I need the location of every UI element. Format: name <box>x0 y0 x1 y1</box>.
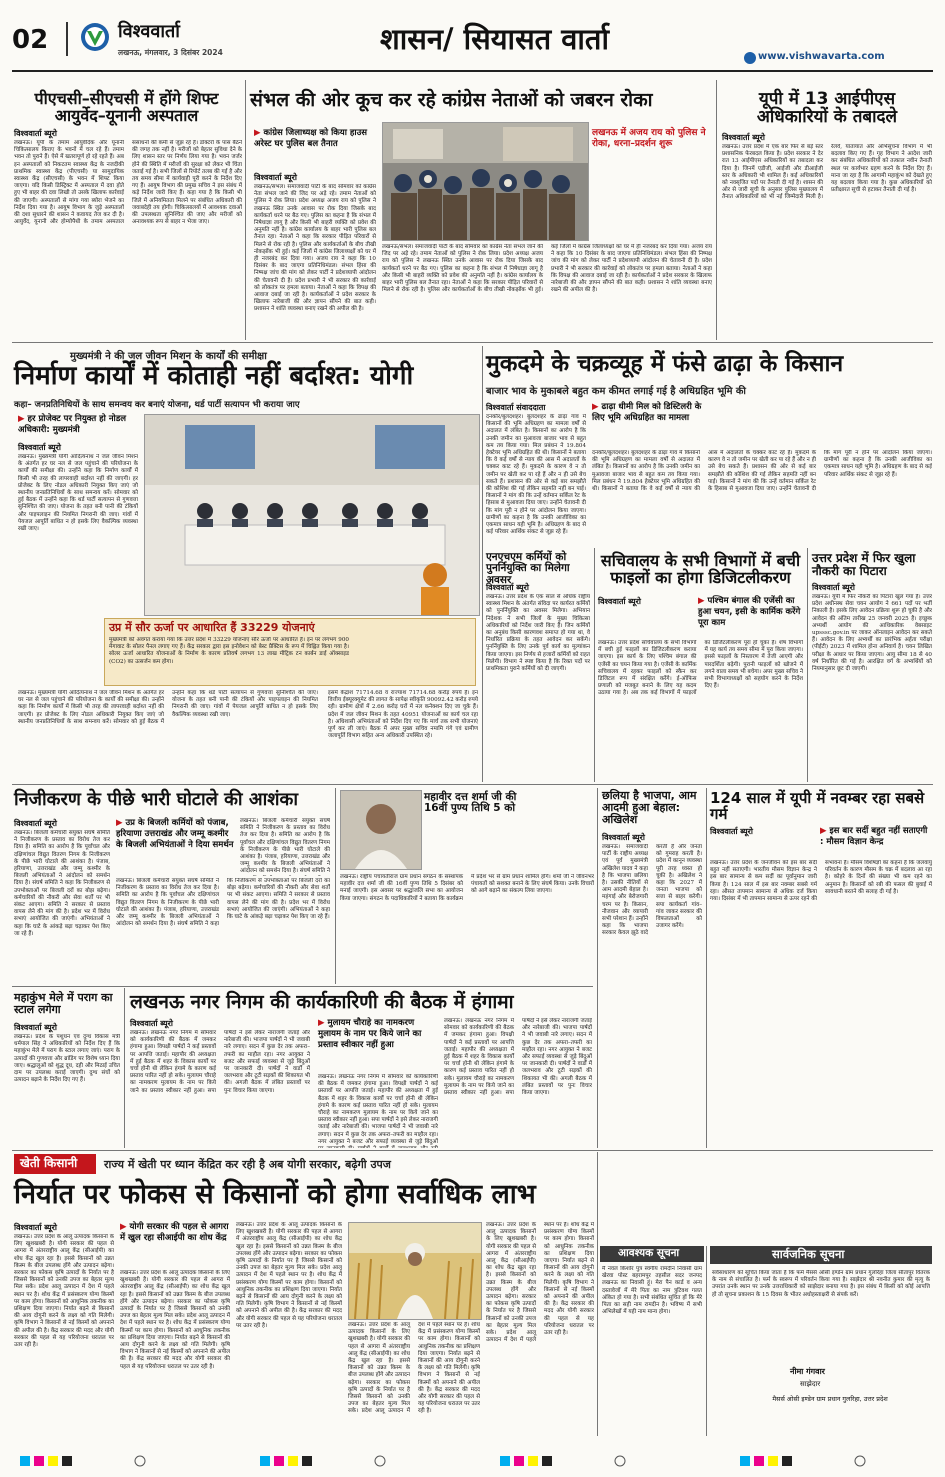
page-number: 02 <box>12 25 49 55</box>
a4-solar-text: मुख्यमंत्री को अवगत कराया गया कि उत्तर प्रदेश में 33229 योजनाएं सौर ऊर्जा पर आधारित हैं। इन पर लगभग 900 मेगावाट के सोलर पैनल लगाए गए हैं। केंद्र सरकार द्वारा इस इनोवेशन को बेस्ट प्रैक्टिस के रूप में चिह्नित किया गया है। सोलर ऊर्जा आधारित योजनाओं के निर्माण के कारण प्रतिवर्ष लगभग 13 लाख मीट्रिक टन कार्बन डाई ऑक्साइड (CO2) का उत्सर्जन कम होगा। <box>109 637 349 665</box>
a17-sign-name: नीमा गंगवार <box>790 1367 825 1376</box>
a11-headline: महाकुंभ मेले में पराग का स्टाल लगेगा <box>14 991 113 1016</box>
a14-body: लखनऊ। उत्तर प्रदेश के जनजीवन को इस बार सर्दी बहुत नहीं सताएगी। भारतीय मौसम विज्ञान केन्द्र ने इस बार सामान्य से कम सर्दी का पूर्वानुमान जारी किया है। 124 साल में इस बार नवम्बर सबसे गर्म रहा। औसत तापमान सामान्य से अधिक दर्ज किया गया। दिसंबर में भी तापमान सामान्य से ऊपर रहने की संभावना है। मौसम विशेषज्ञों का कहना है कि जलवायु परिवर्तन के कारण मौसम के चक्र में बदलाव आ रहा है। कोहरे के दिनों की संख्या भी कम रहने का अनुमान है। किसानों को रबी की फसल की बुवाई में सावधानी बरतने की सलाह दी गई है। <box>710 860 932 903</box>
a17-header-bar <box>710 1246 932 1264</box>
a5-body-rest: दनकौर/बुलंदशहर। बुलंदशहर के ढाढ़ा गांव में किसानों की भूमि अधिग्रहण का मामला वर्षों से अदालत में लंबित है। किसानों का आरोप है कि उनकी जमीन का मुआवजा बाजार भाव से बहुत कम तय किया गया। मिल प्रबंधन ने 19.804 हेक्टेयर भूमि अधिग्रहित की थी। किसानों ने बताया कि वे कई वर्षों से न्याय की आस में अदालतों के चक्कर काट रहे हैं। मुकदमे के कारण वे न तो जमीन पर खेती कर पा रहे हैं और न ही उसे बेच सकते हैं। प्रशासन की ओर से कई बार समझौते की कोशिश की गई लेकिन सहमति नहीं बन पाई। किसानों ने मांग की कि उन्हें वर्तमान सर्किल रेट के हिसाब से मुआवजा दिया जाए। उन्होंने चेतावनी दी कि मांग पूरी न होने पर आंदोलन किया जाएगा। ग्रामीणों का कहना है कि उनकी आजीविका का एकमात्र साधन यही भूमि है। अधिग्रहण के बाद से कई परिवार आर्थिक संकट से जूझ रहे हैं। <box>592 450 932 493</box>
a15-body-c1: लखनऊ। उत्तर प्रदेश के आलू उत्पादक किसानों के लिए खुशखबरी है। योगी सरकार की पहल से आगरा में अंतरराष्ट्रीय आलू केंद्र (सीआईपी) का शोध केंद्र खुल रहा है। इससे किसानों को उन्नत किस्म के बीज उपलब्ध होंगे और उत्पादन बढ़ेगा। सरकार का फोकस कृषि उत्पादों के निर्यात पर है जिससे किसानों को उनकी उपज का बेहतर मूल्य मिल सके। प्रदेश आलू उत्पादन में देश में पहले स्थान पर है। शोध केंद्र में प्रसंस्करण योग्य किस्मों पर काम होगा। किसानों को आधुनिक तकनीक का प्रशिक्षण दिया जाएगा। निर्यात बढ़ने से किसानों की आय दोगुनी करने के लक्ष्य को गति मिलेगी। कृषि विभाग ने किसानों से नई किस्मों को अपनाने की अपील की है। केंद्र सरकार की मदद और योगी सरकार की पहल से यह परियोजना धरातल पर उतर रही है। <box>14 1234 114 1349</box>
a16-body: मैं नवल किशोर पुत्र स्वर्गीय रामदीन निवासी ग्राम खेरवा पोस्ट बहरामपुर तहसील सदर जनपद लखनऊ का निवासी हूं। मेरा पैन कार्ड व अन्य दस्तावेजों में मेरे पिता का नाम त्रुटिवश गलत अंकित हो गया है। सभी संबंधित सूचित हों कि मेरे पिता का सही नाम रामदीन है। भविष्य में सभी अभिलेखों में यही नाम मान्य होगा। <box>602 1266 702 1316</box>
col-rule-1 <box>245 80 246 340</box>
a6-headline: एनएचएम कर्मियों को पुनर्नियुक्ति का मिलेगा अवसर <box>486 551 570 586</box>
a17-sign-role: साझेदार <box>800 1380 821 1388</box>
a9-headline: निजीकरण के पीछे भारी घोटाले की आशंका <box>14 789 298 810</box>
print-registration-strip <box>0 1448 945 1473</box>
a2-photo-police-protest <box>382 122 589 241</box>
a15-kicker: राज्य में खेती पर ध्यान केंद्रित कर रही है अब योगी सरकार, बढ़ेगी उपज <box>104 1158 391 1171</box>
row-rule-4 <box>12 1150 933 1151</box>
masthead <box>0 0 945 70</box>
col-rule-10 <box>597 1152 598 1436</box>
a9-callout: ▶ उप्र के बिजली कर्मियों को पंजाब, हरियाणा उत्तराखंड और जम्मू कश्मीर के बिजली अभियंताओं ने दिया समर्थन <box>116 818 234 851</box>
a2-byline: विश्ववार्ता ब्यूरो <box>254 173 297 182</box>
a13-headline: छलिया है भाजपा, आम आदमी हुआ बेहाल: अखिलेश <box>602 789 697 826</box>
a6-body: लखनऊ। उत्तर प्रदेश के एक साल से अधिक राष्ट्रीय स्वास्थ्य मिशन के अंतर्गत संविदा पर कार्यरत कर्मियों को पुनर्नियुक्ति का अवसर मिलेगा। अभियान निदेशक ने सभी जिलों के मुख्य चिकित्सा अधिकारियों को निर्देश जारी किए हैं। जिन कर्मियों का अनुबंध किसी कारणवश समाप्त हो गया था, वे निर्धारित प्रक्रिया के तहत आवेदन कर सकेंगे। पुनर्नियुक्ति के लिए उनके पूर्व कार्य का मूल्यांकन किया जाएगा। इस निर्णय से हजारों कर्मियों को राहत मिलेगी। विभाग ने स्पष्ट किया है कि रिक्त पदों पर प्राथमिकता पुराने कर्मियों को दी जाएगी। <box>486 594 590 673</box>
a7-body: लखनऊ। उत्तर प्रदेश सचिवालय के सभी विभागों में बची हुई फाइलों का डिजिटलीकरण कराया जाएगा। इस कार्य के लिए पश्चिम बंगाल की एजेंसी का चयन किया गया है। एजेंसी के कार्मिक सचिवालय में रहकर फाइलों को स्कैन कर डिजिटल रूप में संरक्षित करेंगे। ई-ऑफिस प्रणाली को मजबूत बनाने के लिए यह कदम उठाया गया है। अब तक कई विभागों में फाइलों का डिजिटलीकरण पूरा हो चुका है। शेष विभागों में यह कार्य तय समय सीमा में पूरा किया जाएगा। इससे फाइलों के निस्तारण में तेजी आएगी और पारदर्शिता बढ़ेगी। पुरानी फाइलों को खोजने में लगने वाला समय भी बचेगा। अपर मुख्य सचिव ने सभी विभागाध्यक्षों को सहयोग करने के निर्देश दिए हैं। <box>598 640 803 697</box>
a4-body-right: इसमें केंद्रांश 71714.68 व राज्यांश 71714.68 करोड़ रुपये है। इन वित्तीय ईक्यूरक्यूमेट की लागत के सापेक्ष स्वीकृति 90092.42 करोड़ रुपये रही। ग्रामीण क्षेत्रों में 2.66 करोड़ घरों में नल कनेक्शन दिए जा चुके हैं। प्रदेश में जल जीवन मिशन के तहत 40951 योजनाओं का कार्य चल रहा है। अधिशासी अभियंताओं को निर्देश दिए गए कि मार्च तक सभी योजनाएं पूर्ण कर ली जाएं। बैठक में अपर मुख्य सचिव नमामि गंगे एवं ग्रामीण जलापूर्ति विभाग सहित अन्य अधिकारी उपस्थित रहे। <box>328 690 478 740</box>
a2-body-bottom: लखनऊ/संभल। समाजवादी पार्टी के बाद सोमवार को कांग्रेस नेता संभल जाने की जिद पर अड़े रहे। तमाम नेताओं को पुलिस ने रोक लिया। प्रदेश अध्यक्ष अजय राय को पुलिस ने लखनऊ स्थित उनके आवास पर रोक दिया जिसके बाद कार्यकर्ता धरने पर बैठ गए। पुलिस का कहना है कि संभल में निषेधाज्ञा लागू है और किसी भी बाहरी व्यक्ति को प्रवेश की अनुमति नहीं है। कांग्रेस कार्यालय के बाहर भारी पुलिस बल तैनात रहा। नेताओं ने कहा कि सरकार पीड़ित परिवारों से मिलने से रोक रही है। पुलिस और कार्यकर्ताओं के बीच तीखी नोकझोंक भी हुई। कई जिलों में कांग्रेस जिलाध्यक्षों को घर में ही नजरबंद कर दिया गया। अजय राय ने कहा कि 10 दिसंबर के बाद जाएगा प्रतिनिधिमंडल। संभल हिंसा की निष्पक्ष जांच की मांग को लेकर पार्टी ने प्रदेशव्यापी आंदोलन की चेतावनी दी है। प्रदेश प्रभारी ने भी सरकार की कार्रवाई को लोकतंत्र पर हमला बताया। नेताओं ने कहा कि विपक्ष की आवाज दबाई जा रही है। कार्यकर्ताओं ने प्रदेश सरकार के खिलाफ नारेबाजी की और ज्ञापन सौंपने की बात कही। प्रशासन ने शांति व्यवस्था बनाए रखने की अपील की है। <box>382 244 712 294</box>
brand-name: विश्ववार्ता <box>118 21 180 42</box>
a3-byline: विश्ववार्ता ब्यूरो <box>722 133 765 142</box>
a1-byline: विश्ववार्ता ब्यूरो <box>14 129 57 138</box>
website-globe-icon <box>744 52 756 64</box>
col-rule-9 <box>706 788 707 1148</box>
a13-body: लखनऊ। समाजवादी पार्टी के राष्ट्रीय अध्यक्ष एवं पूर्व मुख्यमंत्री अखिलेश यादव ने कहा है कि भाजपा छलिया है। उसकी नीतियों से आम आदमी बेहाल है। महंगाई और बेरोजगारी चरम पर है। किसान, नौजवान और व्यापारी सभी परेशान हैं। उन्होंने कहा कि भाजपा सरकार केवल झूठे वादे करती है और जनता को गुमराह करती है। प्रदेश में कानून व्यवस्था पूरी तरह ध्वस्त हो चुकी है। अखिलेश ने कहा कि 2027 में जनता भाजपा को सत्ता से बाहर करेगी। सपा कार्यकर्ता गांव–गांव जाकर सरकार की विफलताओं को उजागर करेंगे। <box>602 844 702 937</box>
col-rule-2 <box>716 80 717 340</box>
a4-body-left: लखनऊ। मुख्यमंत्री योगी आदित्यनाथ ने जल जीवन मिशन के अंतर्गत हर घर नल से जल पहुंचाने की परियोजना के कार्यों की समीक्षा की। उन्होंने कहा कि निर्माण कार्यों में किसी भी तरह की लापरवाही बर्दाश्त नहीं की जाएगी। हर प्रोजेक्ट के लिए नोडल अधिकारी नियुक्त किए जाएं जो स्थानीय जनप्रतिनिधियों के साथ समन्वय करें। सोमवार को हुई बैठक में उन्होंने कहा कि थर्ड पार्टी सत्यापन से गुणवत्ता सुनिश्चित की जाए। योजना के तहत बनी पानी की टंकियों और पाइपलाइन की नियमित निगरानी की जाए। गांवों में पेयजल आपूर्ति बाधित न हो इसके लिए वैकल्पिक व्यवस्था रखी जाए। <box>18 454 138 533</box>
a4-photo-cm-meeting <box>144 414 480 616</box>
a14-headline: 124 साल में यूपी में नवम्बर रहा सबसे गर्म <box>710 789 925 824</box>
dateline: लखनऊ, मंगलवार, 3 दिसंबर 2024 <box>118 48 223 57</box>
a17-sign-firm: मैसर्स ओसी इण्डेन ग्राम प्रधान गुलरिहा, उत्तर प्रदेश <box>772 1395 888 1403</box>
col-rule-3 <box>482 346 483 782</box>
page-number-divider <box>66 22 68 56</box>
row-rule-1 <box>12 342 933 343</box>
a12-callout: ▶ मुलायम चौराहे का नामकरण मुलायम के नाम पर किये जाने का प्रस्ताव स्वीकार नहीं हुआ <box>318 1018 438 1051</box>
a10-body: लखनऊ। राष्ट्रीय पंचायतीराज ग्राम प्रधान संगठन के संस्थापक महावीर दत्त शर्मा जी की 16वीं पुण्य तिथि 5 दिसंबर को मनाई जाएगी। इस अवसर पर श्रद्धांजलि सभा का आयोजन किया जाएगा। संगठन के पदाधिकारियों ने बताया कि कार्यक्रम में प्रदेश भर से ग्राम प्रधान शामिल होंगे। शर्मा जी ने जीवनभर पंचायतों को सशक्त बनाने के लिए संघर्ष किया। उनके विचारों को आगे बढ़ाने का संकल्प लिया जाएगा। <box>340 874 594 902</box>
a4-kicker: मुख्यमंत्री ने की जल जीवन मिशन के कार्यों की समीक्षा <box>70 351 267 362</box>
a4-headline: निर्माण कार्यों में कोताही नहीं बर्दाश्त: योगी <box>14 361 414 391</box>
a2-body-left: लखनऊ/संभल। समाजवादी पार्टी के बाद सोमवार को कांग्रेस नेता संभल जाने की जिद पर अड़े रहे। तमाम नेताओं को पुलिस ने रोक लिया। प्रदेश अध्यक्ष अजय राय को पुलिस ने लखनऊ स्थित उनके आवास पर रोक दिया जिसके बाद कार्यकर्ता धरने पर बैठ गए। पुलिस का कहना है कि संभल में निषेधाज्ञा लागू है और किसी भी बाहरी व्यक्ति को प्रवेश की अनुमति नहीं है। कांग्रेस कार्यालय के बाहर भारी पुलिस बल तैनात रहा। नेताओं ने कहा कि सरकार पीड़ित परिवारों से मिलने से रोक रही है। पुलिस और कार्यकर्ताओं के बीच तीखी नोकझोंक भी हुई। कई जिलों में कांग्रेस जिलाध्यक्षों को घर में ही नजरबंद कर दिया गया। अजय राय ने कहा कि 10 दिसंबर के बाद जाएगा प्रतिनिधिमंडल। संभल हिंसा की निष्पक्ष जांच की मांग को लेकर पार्टी ने प्रदेशव्यापी आंदोलन की चेतावनी दी है। प्रदेश प्रभारी ने भी सरकार की कार्रवाई को लोकतंत्र पर हमला बताया। नेताओं ने कहा कि विपक्ष की आवाज दबाई जा रही है। कार्यकर्ताओं ने प्रदेश सरकार के खिलाफ नारेबाजी की और ज्ञापन सौंपने की बात कही। प्रशासन ने शांति व्यवस्था बनाए रखने की अपील की है। <box>254 184 376 313</box>
a12-body-mid: लखनऊ। लखनऊ नगर निगम में सोमवार को कार्यकारिणी की बैठक में जमकर हंगामा हुआ। विपक्षी पार्षदों ने कई प्रस्तावों पर आपत्ति जताई। महापौर की अध्यक्षता में हुई बैठक में शहर के विकास कार्यों पर चर्चा होनी थी लेकिन हंगामे के कारण कई प्रस्ताव पारित नहीं हो सके। मुलायम चौराहे का नामकरण मुलायम के नाम पर किये जाने का प्रस्ताव स्वीकार नहीं हुआ। सपा पार्षदों ने इसे लेकर नाराजगी जताई और नारेबाजी की। भाजपा पार्षदों ने भी जवाबी नारे लगाए। सदन में कुछ देर तक अफरा–तफरी का माहौल रहा। नगर आयुक्त ने बजट और सफाई व्यवस्था से जुड़े बिंदुओं <box>318 1074 438 1145</box>
a12-headline: लखनऊ नगर निगम की कार्यकारिणी की बैठक में हंगामा <box>130 991 514 1013</box>
a9-body-c3: लखनऊ। बिजली कर्मचारी संयुक्त संघर्ष समिति ने निजीकरण के प्रस्ताव का विरोध तेज कर दिया है। समिति का आरोप है कि पूर्वांचल और दक्षिणांचल विद्युत वितरण निगम के निजीकरण के पीछे भारी घोटाले की आशंका है। पंजाब, हरियाणा, उत्तराखंड और जम्मू कश्मीर के बिजली अभियंताओं ने आंदोलन को समर्थन दिया है। संघर्ष समिति ने <box>240 818 330 875</box>
a15-byline: विश्ववार्ता ब्यूरो <box>14 1223 57 1232</box>
a9-body-c1: लखनऊ। बिजली कर्मचारी संयुक्त संघर्ष समिति ने निजीकरण के प्रस्ताव का विरोध तेज कर दिया है। समिति का आरोप है कि पूर्वांचल और दक्षिणांचल विद्युत वितरण निगम के निजीकरण के पीछे भारी घोटाले की आशंका है। पंजाब, हरियाणा, उत्तराखंड और जम्मू कश्मीर के बिजली अभियंताओं ने आंदोलन को समर्थन दिया है। संघर्ष समिति ने कहा कि निजीकरण से उपभोक्ताओं पर बिजली दरों का बोझ बढ़ेगा। कर्मचारियों की नौकरी और सेवा शर्तों पर भी संकट आएगा। समिति ने सरकार से प्रस्ताव वापस लेने की मांग की है। प्रदेश भर में विरोध सभाएं आयोजित की जाएंगी। अभियंताओं ने कहा कि घाटे के आंकड़े बढ़ा चढ़ाकर पेश किए जा रहे हैं। <box>14 830 110 937</box>
a6-byline: विश्ववार्ता ब्यूरो <box>486 583 529 592</box>
a15-photo-farmer-wheat <box>348 1222 482 1320</box>
a7-callout: ▶ पश्चिम बंगाल की एजेंसी का हुआ चयन, इसी के कार्मिक करेंगे पूरा काम <box>698 596 804 629</box>
a15-body-c3: लखनऊ। उत्तर प्रदेश के आलू उत्पादक किसानों के लिए खुशखबरी है। योगी सरकार की पहल से आगरा में अंतरराष्ट्रीय आलू केंद्र (सीआईपी) का शोध केंद्र खुल रहा है। इससे किसानों को उन्नत किस्म के बीज उपलब्ध होंगे और उत्पादन बढ़ेगा। सरकार का फोकस कृषि उत्पादों के निर्यात पर है जिससे किसानों को उनकी उपज का बेहतर मूल्य मिल सके। प्रदेश आलू उत्पादन में देश में पहले स्थान पर है। शोध केंद्र में प्रसंस्करण योग्य किस्मों पर काम होगा। किसानों को आधुनिक तकनीक का प्रशिक्षण दिया जाएगा। निर्यात बढ़ने से किसानों की आय दोगुनी करने के लक्ष्य को गति मिलेगी। कृषि विभाग ने किसानों से नई किस्मों को अपनाने की अपील की है। केंद्र सरकार की मदद और योगी सरकार की पहल से यह परियोजना धरातल पर उतर रही है। <box>236 1222 342 1329</box>
a11-byline: विश्ववार्ता ब्यूरो <box>14 1023 57 1032</box>
col-rule-11 <box>706 1246 707 1436</box>
col-rule-4 <box>594 548 595 782</box>
a12-body-right: लखनऊ। लखनऊ नगर निगम में सोमवार को कार्यकारिणी की बैठक में जमकर हंगामा हुआ। विपक्षी पार्षदों ने कई प्रस्तावों पर आपत्ति जताई। महापौर की अध्यक्षता में हुई बैठक में शहर के विकास कार्यों पर चर्चा होनी थी लेकिन हंगामे के कारण कई प्रस्ताव पारित नहीं हो सके। मुलायम चौराहे का नामकरण मुलायम के नाम पर किये जाने का प्रस्ताव स्वीकार नहीं हुआ। सपा पार्षदों ने इसे लेकर नाराजगी जताई और नारेबाजी की। भाजपा पार्षदों ने भी जवाबी नारे लगाए। सदन में कुछ देर तक अफरा–तफरी का माहौल रहा। नगर आयुक्त ने बजट और सफाई व्यवस्था से जुड़े बिंदुओं पर जानकारी दी। पार्षदों ने वार्डों में जलभराव और टूटी सड़कों की शिकायत भी की। अगली बैठक में लंबित प्रस्तावों पर पुनः विचार किया जाएगा। <box>444 1018 592 1097</box>
a16-headline: आवश्यक सूचना <box>618 1247 680 1259</box>
website[interactable]: www.vishwavarta.com <box>758 51 885 62</box>
a5-callout: ▶ ढाढ़ा धीमी मिल को डिस्टिलरी के लिए भूमि अधिग्रहित का मामला <box>592 402 704 424</box>
a11-body: लखनऊ। प्रदेश के पशुधन एवं दुग्ध विकास मंत्री धर्मपाल सिंह ने अधिकारियों को निर्देश दिए हैं कि महाकुंभ मेले में पराग के स्टाल लगाए जाएं। पराग के उत्पादों की गुणवत्ता और ब्रांडिंग पर विशेष ध्यान दिया जाए। श्रद्धालुओं को शुद्ध दूध, दही और मिठाई उचित दाम पर उपलब्ध कराई जाएगी। दुग्ध संघों को उत्पादन बढ़ाने के निर्देश दिए गए हैं। <box>14 1034 120 1084</box>
a12-byline: विश्ववार्ता ब्यूरो <box>130 1019 173 1028</box>
a3-body: लखनऊ। उत्तर प्रदेश में एक बार फिर से बड़े स्तर प्रशासनिक फेरबदल किया है। प्रदेश सरकार ने देर रात 13 आईपीएस अधिकारियों का तबादला कर दिया है। जिनमें एडीजी, आईजी और डीआईजी स्तर के अधिकारी भी शामिल हैं। कई अधिकारियों को नवसृजित पदों पर तैनाती दी गई है। शासन की ओर से जारी सूची के अनुसार पुलिस मुख्यालय में तैनात अधिकारियों को भी नई जिम्मेदारी मिली है। रेलवे, यातायात और अभिसूचना विभाग में भी बदलाव किए गए हैं। गृह विभाग ने आदेश जारी कर संबंधित अधिकारियों को तत्काल नवीन तैनाती स्थल पर कार्यभार ग्रहण करने के निर्देश दिए हैं। माना जा रहा है कि आगामी महाकुंभ को देखते हुए यह बदलाव किया गया है। कुछ अधिकारियों को प्रतीक्षारत सूची से हटाकर तैनाती दी गई है। <box>722 144 932 201</box>
row-rule-2 <box>12 784 933 785</box>
col-rule-8 <box>597 788 598 1148</box>
col-rule-7 <box>124 988 125 1148</box>
a5-deck: बाजार भाव के मुकाबले बहुत कम कीमत लगाई गई है अधिग्रहित भूमि की <box>486 386 746 397</box>
a4-solar-headline: उप्र में सौर ऊर्जा पर आधारित हैं 33229 योजनाएं <box>109 621 315 634</box>
a10-headline: महावीर दत्त शर्मा जी की 16वीं पुण्य तिथि 5 को <box>424 791 517 815</box>
a4-solar-box <box>104 618 476 686</box>
a4-body-bottom: लखनऊ। मुख्यमंत्री योगी आदित्यनाथ ने जल जीवन मिशन के अंतर्गत हर घर नल से जल पहुंचाने की परियोजना के कार्यों की समीक्षा की। उन्होंने कहा कि निर्माण कार्यों में किसी भी तरह की लापरवाही बर्दाश्त नहीं की जाएगी। हर प्रोजेक्ट के लिए नोडल अधिकारी नियुक्त किए जाएं जो स्थानीय जनप्रतिनिधियों के साथ समन्वय करें। सोमवार को हुई बैठक में उन्होंने कहा कि थर्ड पार्टी सत्यापन से गुणवत्ता सुनिश्चित की जाए। योजना के तहत बनी पानी की टंकियों और पाइपलाइन की नियमित निगरानी की जाए। गांवों में पेयजल आपूर्ति बाधित न हो इसके लिए वैकल्पिक व्यवस्था रखी जाए। <box>18 690 318 725</box>
col-rule-6 <box>335 788 336 984</box>
section-title: शासन/ सियासत वार्ता <box>380 22 609 56</box>
a2-callout: ▶ कांग्रेस जिलाध्यक्ष को किया हाउस अरेस्ट घर पुलिस बल तैनात <box>254 128 374 150</box>
a4-deck: कहा– जनप्रतिनिधियों के साथ समन्वय कर बनाएं योजना, थर्ड पार्टी सत्यापन भी कराया जाए <box>14 400 300 410</box>
a4-byline: विश्ववार्ता ब्यूरो <box>18 443 61 452</box>
a15-body-right: लखनऊ। उत्तर प्रदेश के आलू उत्पादक किसानों के लिए खुशखबरी है। योगी सरकार की पहल से आगरा में अंतरराष्ट्रीय आलू केंद्र (सीआईपी) का शोध केंद्र खुल रहा है। इससे किसानों को उन्नत किस्म के बीज उपलब्ध होंगे और उत्पादन बढ़ेगा। सरकार का फोकस कृषि उत्पादों के निर्यात पर है जिससे किसानों को उनकी उपज का बेहतर मूल्य मिल सके। प्रदेश आलू उत्पादन में देश में पहले स्थान पर है। शोध केंद्र में प्रसंस्करण योग्य किस्मों पर काम होगा। किसानों को आधुनिक तकनीक का प्रशिक्षण दिया जाएगा। निर्यात बढ़ने से किसानों की आय दोगुनी करने के लक्ष्य को गति मिलेगी। कृषि विभाग ने किसानों से नई किस्मों को अपनाने की अपील की है। केंद्र सरकार की मदद और योगी सरकार की पहल से यह परियोजना धरातल पर उतर रही है। <box>486 1222 594 1344</box>
a2-headline: संभल की ओर कूच कर रहे कांग्रेस नेताओं को जबरन रोका <box>250 89 653 111</box>
brand-logo-icon <box>80 22 110 52</box>
a5-byline: विश्ववार्ता संवाददाता <box>486 403 546 412</box>
a12-body-left: लखनऊ। लखनऊ नगर निगम में सोमवार को कार्यकारिणी की बैठक में जमकर हंगामा हुआ। विपक्षी पार्षदों ने कई प्रस्तावों पर आपत्ति जताई। महापौर की अध्यक्षता में हुई बैठक में शहर के विकास कार्यों पर चर्चा होनी थी लेकिन हंगामे के कारण कई प्रस्ताव पारित नहीं हो सके। मुलायम चौराहे का नामकरण मुलायम के नाम पर किये जाने का प्रस्ताव स्वीकार नहीं हुआ। सपा पार्षदों ने इसे लेकर नाराजगी जताई और नारेबाजी की। भाजपा पार्षदों ने भी जवाबी नारे लगाए। सदन में कुछ देर तक अफरा–तफरी का माहौल रहा। नगर आयुक्त ने बजट और सफाई व्यवस्था से जुड़े बिंदुओं पर जानकारी दी। पार्षदों ने वार्डों में जलभराव और टूटी सड़कों की शिकायत भी की। अगली बैठक में लंबित प्रस्तावों पर पुनः विचार किया जाएगा। <box>130 1030 310 1094</box>
a8-byline: विश्ववार्ता ब्यूरो <box>812 583 855 592</box>
a15-body-under-photo: लखनऊ। उत्तर प्रदेश के आलू उत्पादक किसानों के लिए खुशखबरी है। योगी सरकार की पहल से आगरा में अंतरराष्ट्रीय आलू केंद्र (सीआईपी) का शोध केंद्र खुल रहा है। इससे किसानों को उन्नत किस्म के बीज उपलब्ध होंगे और उत्पादन बढ़ेगा। सरकार का फोकस कृषि उत्पादों के निर्यात पर है जिससे किसानों को उनकी उपज का बेहतर मूल्य मिल सके। प्रदेश आलू उत्पादन में देश में पहले स्थान पर है। शोध केंद्र में प्रसंस्करण योग्य किस्मों पर काम होगा। किसानों को आधुनिक तकनीक का प्रशिक्षण दिया जाएगा। निर्यात बढ़ने से किसानों की आय दोगुनी करने के लक्ष्य को गति मिलेगी। कृषि विभाग ने किसानों से नई किस्मों को अपनाने की अपील की है। केंद्र सरकार की मदद और योगी सरकार की पहल से यह परियोजना धरातल पर उतर रही है। <box>348 1322 480 1415</box>
a2-deck: लखनऊ में अजय राय को पुलिस ने रोका, धरना–प्रदर्शन शुरू <box>592 128 706 149</box>
row-rule-3 <box>12 986 593 987</box>
a15-tag-label: खेती किसानी <box>20 1156 78 1170</box>
a5-body-c1: दनकौर/बुलंदशहर। बुलंदशहर के ढाढ़ा गांव में किसानों की भूमि अधिग्रहण का मामला वर्षों से अदालत में लंबित है। किसानों का आरोप है कि उनकी जमीन का मुआवजा बाजार भाव से बहुत कम तय किया गया। मिल प्रबंधन ने 19.804 हेक्टेयर भूमि अधिग्रहित की थी। किसानों ने बताया कि वे कई वर्षों से न्याय की आस में अदालतों के चक्कर काट रहे हैं। मुकदमे के कारण वे न तो जमीन पर खेती कर पा रहे हैं और न ही उसे बेच सकते हैं। प्रशासन की ओर से कई बार समझौते की कोशिश की गई लेकिन सहमति नहीं बन पाई। किसानों ने मांग की कि उन्हें वर्तमान सर्किल रेट के हिसाब से मुआवजा दिया जाए। उन्होंने चेतावनी दी कि मांग पूरी न होने पर आंदोलन किया जाएगा। ग्रामीणों का कहना है कि उनकी आजीविका का एकमात्र साधन यही भूमि है। अधिग्रहण के बाद से कई परिवार आर्थिक संकट से जूझ रहे हैं। <box>486 414 586 536</box>
a14-callout: ▶ इस बार सर्दी बहुत नहीं सताएगी : मौसम विज्ञान केन्द्र <box>820 826 932 848</box>
a9-body-c2: लखनऊ। बिजली कर्मचारी संयुक्त संघर्ष समिति ने निजीकरण के प्रस्ताव का विरोध तेज कर दिया है। समिति का आरोप है कि पूर्वांचल और दक्षिणांचल विद्युत वितरण निगम के निजीकरण के पीछे भारी घोटाले की आशंका है। पंजाब, हरियाणा, उत्तराखंड और जम्मू कश्मीर के बिजली अभियंताओं ने आंदोलन को समर्थन दिया है। संघर्ष समिति ने कहा कि निजीकरण से उपभोक्ताओं पर बिजली दरों का बोझ बढ़ेगा। कर्मचारियों की नौकरी और सेवा शर्तों पर भी संकट आएगा। समिति ने सरकार से प्रस्ताव वापस लेने की मांग की है। प्रदेश भर में विरोध सभाएं आयोजित की जाएंगी। अभियंताओं ने कहा कि घाटे के आंकड़े बढ़ा चढ़ाकर पेश किए जा रहे हैं। <box>116 878 330 928</box>
a8-headline: उत्तर प्रदेश में फिर खुला नौकरी का पिटारा <box>812 551 916 578</box>
a14-byline: विश्ववार्ता ब्यूरो <box>710 827 753 836</box>
a15-headline: निर्यात पर फोकस से किसानों को होगा सर्वाधिक लाभ <box>14 1179 536 1210</box>
a10-portrait-photo <box>340 790 422 870</box>
a1-headline: पीएचसी–सीएचसी में होंगे शिफ्ट आयुर्वेद–यूनानी अस्पताल <box>34 89 219 126</box>
col-rule-5 <box>807 548 808 782</box>
a7-byline: विश्ववार्ता ब्यूरो <box>598 597 641 606</box>
a17-body: सर्वसाधारण को सूचित किया जाता है कि फर्म मैसर्स ओसी इण्डेन ग्राम प्रधान गुलरिहा जिला सीतापुर वितरक के नाम से संचालित है। फर्म के स्वरूप में परिवर्तन किया गया है। साझेदार श्री नवनीत कुमार की मृत्यु के उपरांत उनके स्थान पर उनके उत्तराधिकारी को साझेदार बनाया गया है। इस संबंध में किसी को कोई आपत्ति हो तो सूचना प्रकाशन के 15 दिवस के भीतर अधोहस्ताक्षरी से संपर्क करें। <box>712 1270 930 1298</box>
a17-headline: सार्वजनिक सूचना <box>772 1247 845 1261</box>
a15-callout: ▶ योगी सरकार की पहल से आगरा में खुल रहा सीआईपी का शोध केंद्र <box>120 1222 230 1244</box>
a3-headline: यूपी में 13 आईपीएस अधिकारियों के तबादले <box>756 89 898 128</box>
a15-tag <box>14 1154 96 1174</box>
a15-body-c2: लखनऊ। उत्तर प्रदेश के आलू उत्पादक किसानों के लिए खुशखबरी है। योगी सरकार की पहल से आगरा में अंतरराष्ट्रीय आलू केंद्र (सीआईपी) का शोध केंद्र खुल रहा है। इससे किसानों को उन्नत किस्म के बीज उपलब्ध होंगे और उत्पादन बढ़ेगा। सरकार का फोकस कृषि उत्पादों के निर्यात पर है जिससे किसानों को उनकी उपज का बेहतर मूल्य मिल सके। प्रदेश आलू उत्पादन में देश में पहले स्थान पर है। शोध केंद्र में प्रसंस्करण योग्य किस्मों पर काम होगा। किसानों को आधुनिक तकनीक का प्रशिक्षण दिया जाएगा। निर्यात बढ़ने से किसानों की आय दोगुनी करने के लक्ष्य को गति मिलेगी। कृषि विभाग ने किसानों से नई किस्मों को अपनाने की अपील की है। केंद्र सरकार की मदद और योगी सरकार की पहल से यह परियोजना धरातल पर उतर रही है। <box>120 1270 230 1370</box>
a5-headline: मुकदमे के चक्रव्यूह में फंसे ढाढ़ा के किसान <box>486 351 844 377</box>
a1-body: लखनऊ। यूपी के तमाम आयुर्वेदिक और यूनानी चिकित्सालय किराए के भवनों में चल रहे हैं। तमाम भवन तो पुराने हैं। ऐसे में खतरापूर्ण हो रहे रहते हैं। अब इन अस्पतालों को निकटतम स्वास्थ्य केंद्र के नजदीकी प्राथमिक स्वास्थ्य केंद्र (पीएचसी) या सामुदायिक स्वास्थ्य केंद्र (सीएचसी) के भवन में शिफ्ट किया जाएगा। यदि किसी डिस्ट्रिक्ट में अस्पताल में दवा होते हुए भी बाहर की दवा लिखी तो उसके खिलाफ कार्रवाई की जाएगी। अस्पतालों से मांगा गया ब्योरा भेजने का निर्देश दिया गया है। आयुष विभाग के जुड़े अस्पतालों की दशा सुधारने की शासन ने कवायद तेज कर दी है। आयुर्वेद, यूनानी और होम्योपैथी के तमाम अस्पताल संसाधनों की कमी से जूझ रहे हैं। डॉक्टरों के पास बैठने की जगह तक नहीं है। मरीजों को बेहतर सुविधा देने के लिए शासन स्तर पर निर्णय लिया गया है। भवन जर्जर होने की स्थिति में मरीजों की सुरक्षा को लेकर भी चिंता जताई गई है। सभी जिलों से रिपोर्ट तलब की गई है और तय समय सीमा में कार्यवाही पूरी करने के निर्देश दिए गए हैं। आयुष विभाग की प्रमुख सचिव ने इस संबंध में कड़े निर्देश जारी किए हैं। कहा गया है कि किसी भी जिले में अनियमितता मिलने पर संबंधित अधिकारी की जवाबदेही तय होगी। चिकित्सालयों में आवश्यक दवाओं की उपलब्धता सुनिश्चित की जाए और मरीजों को अनावश्यक रूप से बाहर न भेजा जाए। <box>14 140 242 226</box>
a7-headline: सचिवालय के सभी विभागों में बची फाइलों का होगा डिजिटलीकरण <box>600 551 801 588</box>
a13-byline: विश्ववार्ता ब्यूरो <box>602 833 645 842</box>
a8-body: लखनऊ। यूपी में फिर नौकरी का पिटारा खुल गया है। उत्तर प्रदेश अधीनस्थ सेवा चयन आयोग ने 661 पदों पर भर्ती निकाली है। इसके लिए आवेदन प्रक्रिया शुरू हो चुकी है और आवेदन की अंतिम तारीख 25 जनवरी 2025 है। इच्छुक अभ्यर्थी आयोग की आधिकारिक वेबसाइट upsssc.gov.in पर जाकर ऑनलाइन आवेदन कर सकते हैं। आवेदन के लिए अभ्यर्थी का प्रारंभिक अर्हता परीक्षा (पीईटी) 2023 में शामिल होना अनिवार्य है। चयन लिखित परीक्षा के आधार पर किया जाएगा। आयु सीमा 18 से 40 वर्ष निर्धारित की गई है। आरक्षित वर्ग के अभ्यर्थियों को नियमानुसार छूट दी जाएगी। <box>812 594 932 673</box>
a9-byline: विश्ववार्ता ब्यूरो <box>14 819 57 828</box>
a4-callout: ▶ हर प्रोजेक्ट पर नियुक्त हो नोडल अधिकारी: मुख्यमंत्री <box>18 414 136 436</box>
a16-header-bar <box>600 1246 704 1262</box>
masthead-rule <box>12 70 933 72</box>
